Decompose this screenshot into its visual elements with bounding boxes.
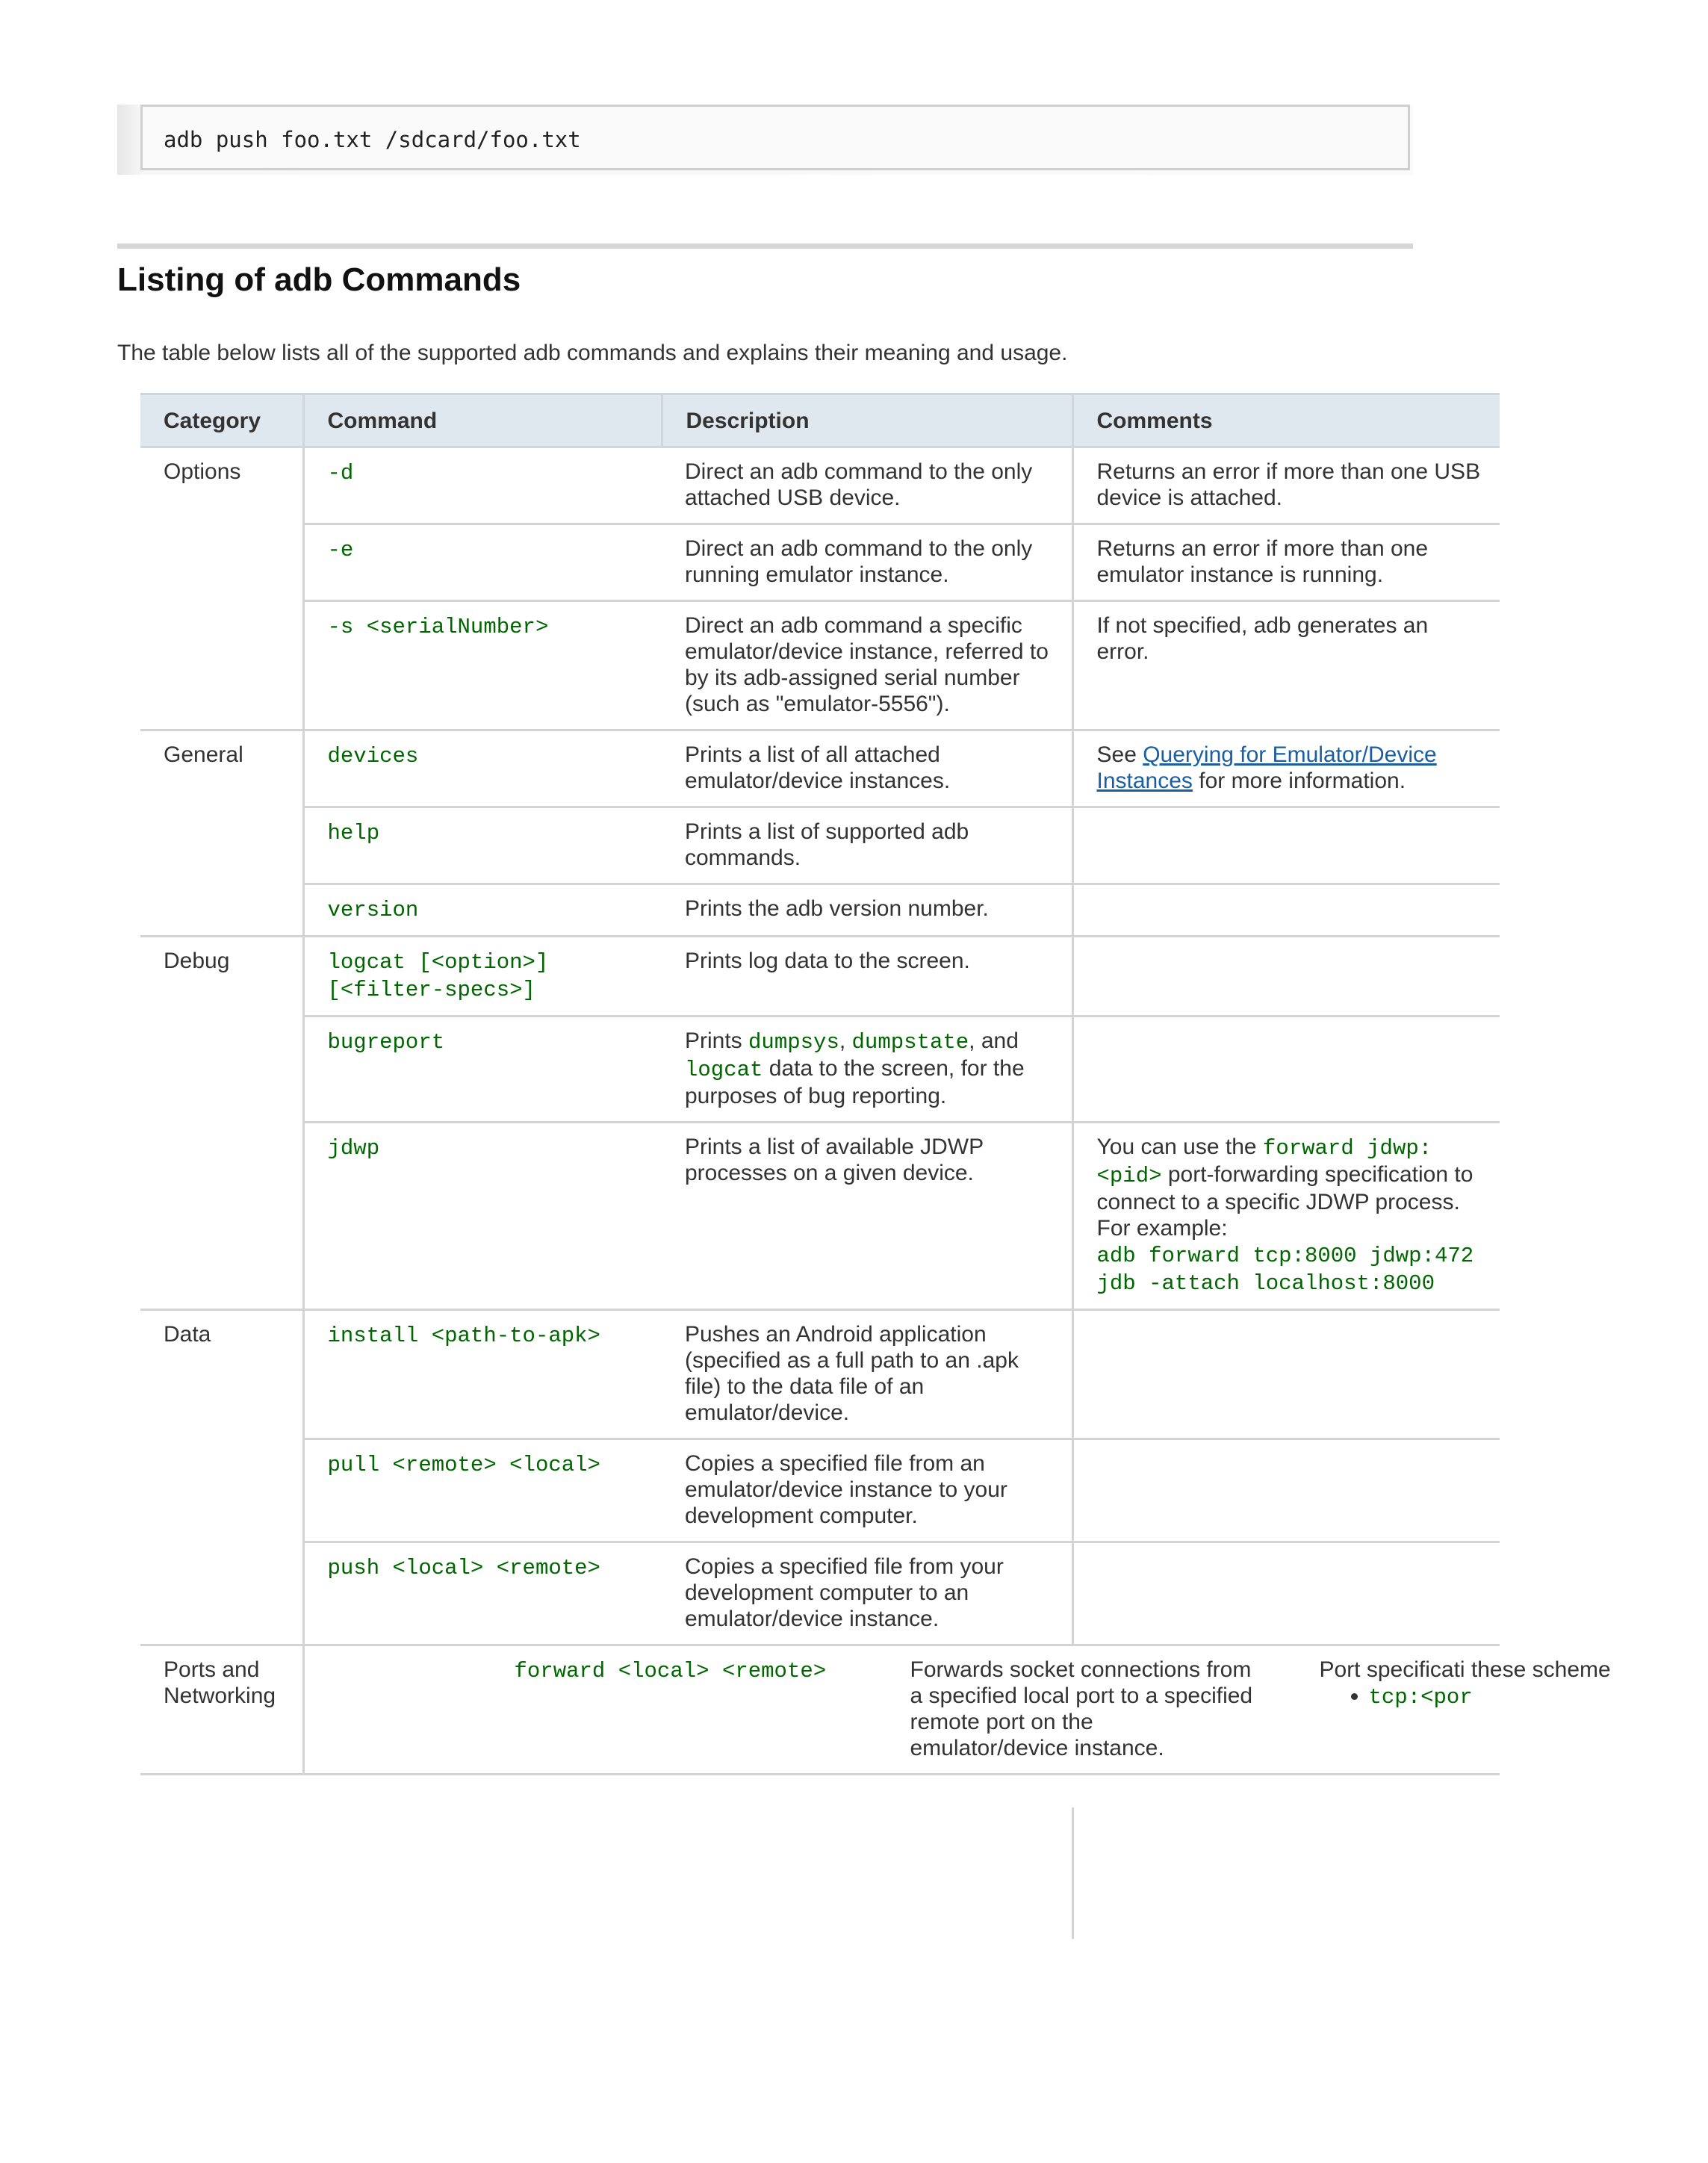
comments-cell — [1072, 1017, 1500, 1123]
section-title: Listing of adb Commands — [117, 261, 521, 298]
table-row — [140, 1310, 1500, 1439]
description-cell: Copies a specified file from your development computer to an emulator/device instance. — [662, 1542, 1072, 1645]
comments-cell — [1072, 1439, 1500, 1542]
code-example-forward: adb forward tcp:8000 jdwp:472 — [1096, 1244, 1474, 1268]
header-description: Description — [662, 394, 1072, 447]
description-cell: Direct an adb command a specific emulator/device instance, referred to by its adb-assigned serial number (such as "emulator-5556"). — [662, 601, 1072, 730]
desc-text: , — [839, 1028, 852, 1053]
comments-cell — [1072, 807, 1500, 884]
description-cell: Copies a specified file from an emulator/device instance to your development computer. — [662, 1439, 1072, 1542]
comments-cell — [1072, 937, 1500, 1017]
comment-text: for more information. — [1192, 769, 1406, 793]
command-text: bugreport — [327, 1030, 445, 1055]
table-row — [140, 1017, 1500, 1123]
desc-text: Prints — [685, 1028, 749, 1053]
forward-inner-layout — [328, 1657, 1611, 1761]
description-text: Forwards socket connections from a specified local port to a specified remote port on the emulator/device instance. — [910, 1657, 1253, 1760]
command-text: help — [327, 821, 380, 845]
description-cell: Prints a list of supported adb commands. — [662, 807, 1072, 884]
command-text: install <path-to-apk> — [327, 1323, 600, 1348]
category-cell: Options — [140, 447, 303, 730]
command-text: push <local> <remote> — [327, 1556, 600, 1580]
command-text: logcat [<option>] [<filter-specs>] — [327, 950, 549, 1002]
desc-text: , and — [969, 1028, 1019, 1053]
command-cell — [303, 1439, 662, 1542]
header-comments: Comments — [1072, 394, 1500, 447]
command-text: -d — [327, 461, 354, 485]
forward-inner-row — [328, 1657, 1523, 1761]
forward-row-cell — [303, 1645, 1611, 1775]
commands-table — [140, 393, 1611, 1775]
table-row — [140, 1439, 1500, 1542]
description-cell: Prints log data to the screen. — [662, 937, 1072, 1017]
description-cell: Pushes an Android application (specified as a full path to an .apk file) to the data file of an emulator/device. — [662, 1310, 1072, 1439]
table-row — [140, 807, 1500, 884]
intro-paragraph: The table below lists all of the supported adb commands and explains their meaning and usage. — [117, 341, 1068, 365]
command-cell — [303, 601, 662, 730]
comments-cell: Returns an error if more than one USB device is attached. — [1072, 447, 1500, 524]
table-row — [140, 1645, 1500, 1775]
table-row — [140, 1542, 1500, 1645]
table-row — [140, 601, 1500, 730]
header-category: Category — [140, 394, 303, 447]
section-divider — [117, 243, 1413, 249]
command-cell — [303, 937, 662, 1017]
comments-cell — [1072, 1542, 1500, 1645]
category-cell: General — [140, 730, 303, 937]
command-cell — [303, 807, 662, 884]
description-cell: Direct an adb command to the only attached USB device. — [662, 447, 1072, 524]
command-cell — [303, 1017, 662, 1123]
command-text: forward <local> <remote> — [514, 1659, 827, 1683]
comments-cell — [1072, 730, 1500, 807]
desc-text: data to the screen, for the purposes of bug reporting. — [685, 1056, 1025, 1108]
code-block: adb push foo.txt /sdcard/foo.txt — [140, 105, 1410, 170]
description-cell — [662, 1017, 1072, 1123]
code-dumpsys: dumpsys — [748, 1030, 839, 1055]
list-item — [1369, 1683, 1708, 1710]
comments-cell — [1072, 884, 1500, 937]
table-row — [140, 447, 1500, 524]
comments-cell — [1072, 1310, 1500, 1439]
description-cell: Direct an adb command to the only running emulator instance. — [662, 524, 1072, 601]
command-cell — [303, 1542, 662, 1645]
commands-table-wrapper — [140, 393, 1611, 1939]
table-row — [140, 1123, 1500, 1310]
comments-cell: Returns an error if more than one emulator instance is running. — [1072, 524, 1500, 601]
table-row — [140, 730, 1500, 807]
code-dumpstate: dumpstate — [851, 1030, 969, 1055]
command-text: pull <remote> <local> — [327, 1453, 600, 1477]
description-cell: Prints the adb version number. — [662, 884, 1072, 937]
table-header-row — [140, 394, 1500, 447]
scheme-tcp: tcp:<por — [1368, 1685, 1473, 1710]
command-cell — [303, 447, 662, 524]
command-text: version — [327, 898, 419, 922]
command-cell — [303, 1123, 662, 1310]
command-text: -s <serialNumber> — [327, 615, 549, 639]
description-cell: Prints a list of all attached emulator/device instances. — [662, 730, 1072, 807]
category-cell: Ports and Networking — [140, 1645, 303, 1775]
scheme-list — [1320, 1683, 1708, 1710]
table-row — [140, 884, 1500, 937]
column-divider-overlay — [1072, 1807, 1074, 1939]
comment-text: port-forwarding specification to connect to a specific JDWP process. For example: — [1096, 1162, 1473, 1241]
code-example-jdb: jdb -attach localhost:8000 — [1096, 1271, 1435, 1296]
command-cell — [303, 524, 662, 601]
command-text: devices — [327, 744, 419, 769]
command-cell — [328, 1657, 827, 1761]
category-cell: Data — [140, 1310, 303, 1645]
description-cell: Prints a list of available JDWP processes on a given device. — [662, 1123, 1072, 1310]
comment-text: Port specificati these scheme — [1319, 1657, 1611, 1682]
comment-text: You can use the — [1096, 1135, 1263, 1159]
code-forward-jdwp: forward jdwp:<pid> — [1096, 1136, 1432, 1188]
comments-cell: If not specified, adb generates an error. — [1072, 601, 1500, 730]
table-row — [140, 524, 1500, 601]
command-text: jdwp — [327, 1136, 380, 1161]
code-logcat: logcat — [685, 1058, 763, 1082]
command-cell — [303, 730, 662, 807]
category-cell: Debug — [140, 937, 303, 1310]
header-command: Command — [303, 394, 662, 447]
table-row — [140, 937, 1500, 1017]
comments-cell — [1072, 1123, 1500, 1310]
command-text: -e — [327, 538, 354, 562]
comment-text: See — [1096, 742, 1143, 767]
command-cell — [303, 884, 662, 937]
command-cell — [303, 1310, 662, 1439]
querying-instances-link[interactable]: Querying for Emulator/Device Instances — [1096, 742, 1437, 793]
